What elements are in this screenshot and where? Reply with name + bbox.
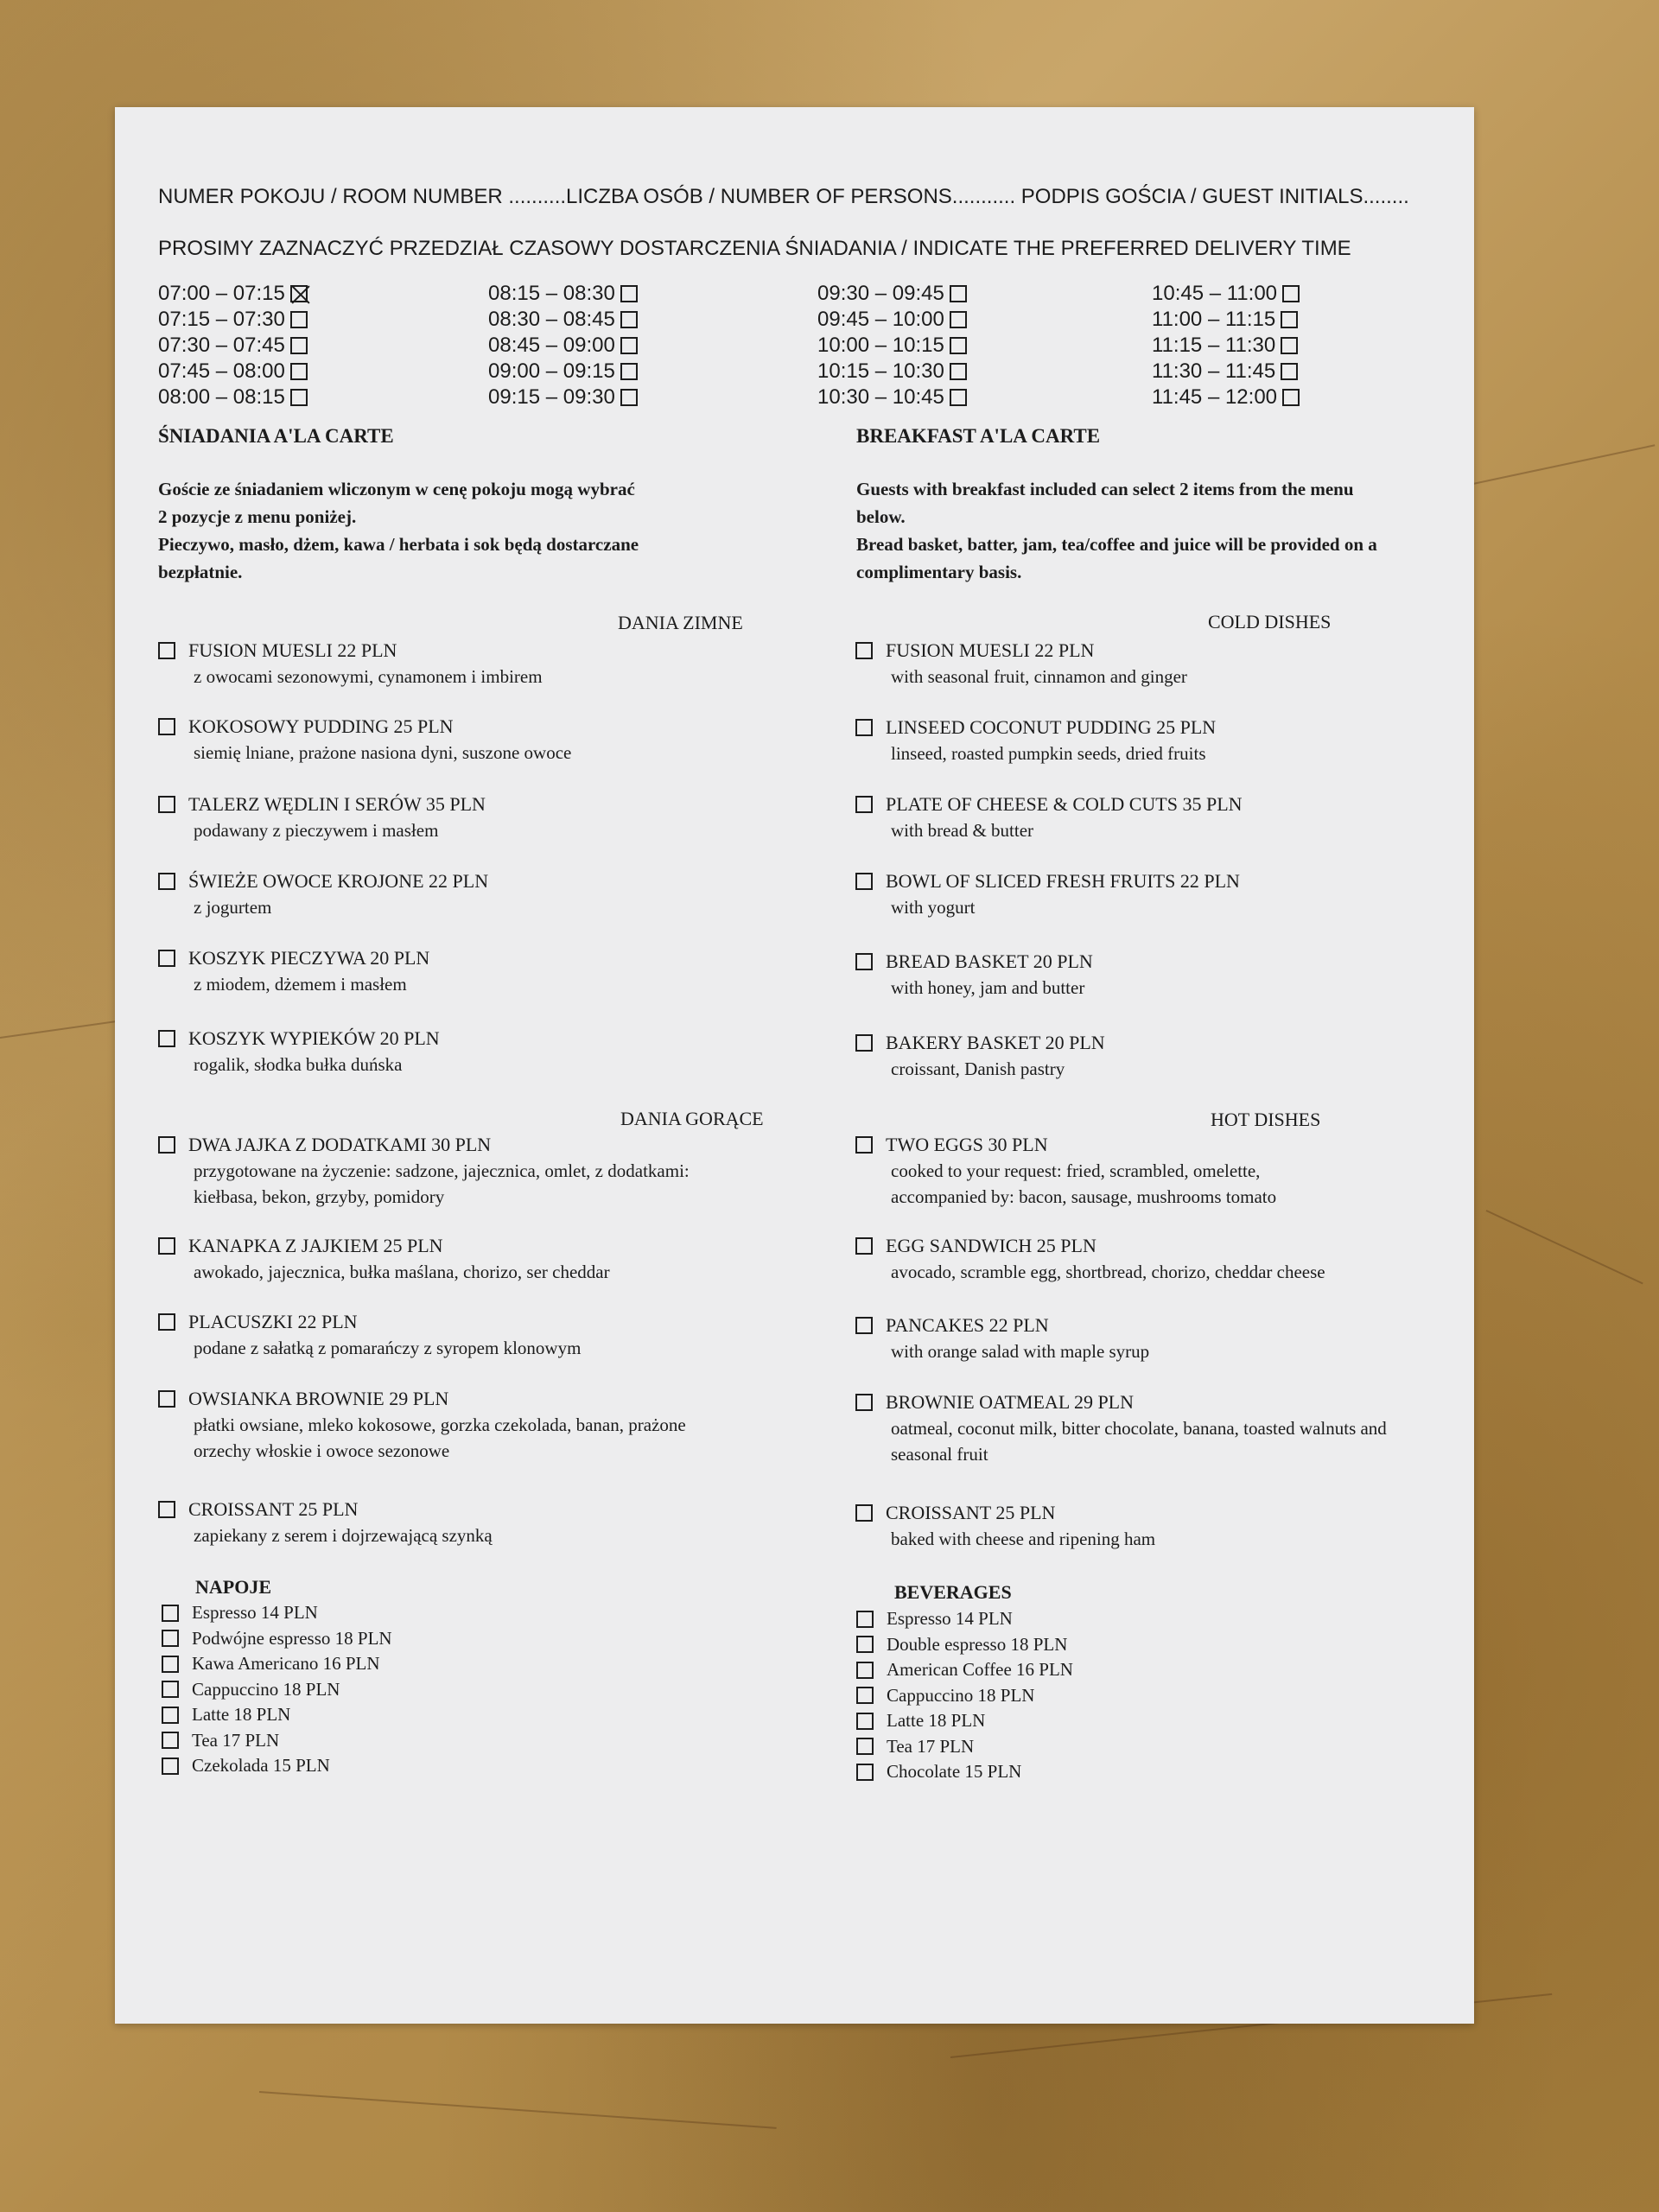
checkbox[interactable] — [855, 642, 873, 659]
menu-item-name: KANAPKA Z JAJKIEM 25 PLN — [188, 1235, 443, 1256]
menu-item-description: accompanied by: bacon, sausage, mushrooms tomato — [891, 1186, 1277, 1207]
order-form-sheet — [115, 107, 1474, 2024]
menu-item-description: orzechy włoskie i owoce sezonowe — [194, 1440, 450, 1461]
checkbox[interactable] — [856, 1611, 874, 1628]
menu-item-description: baked with cheese and ripening ham — [891, 1529, 1156, 1549]
checkbox[interactable] — [855, 796, 873, 813]
menu-item-description: with seasonal fruit, cinnamon and ginger — [891, 666, 1187, 687]
checkbox[interactable] — [856, 1713, 874, 1730]
intro-line: below. — [856, 506, 906, 527]
checkbox[interactable] — [856, 1764, 874, 1781]
checkbox[interactable] — [290, 311, 308, 328]
checkbox[interactable] — [162, 1656, 179, 1673]
marble-vein — [259, 2091, 777, 2129]
time-slot-label: 09:45 – 10:00 — [817, 308, 944, 331]
beverage-label: Latte 18 PLN — [192, 1704, 291, 1725]
time-slot-label: 08:30 – 08:45 — [488, 308, 615, 331]
checkbox[interactable] — [950, 389, 967, 406]
menu-item-description: przygotowane na życzenie: sadzone, jajecznica, omlet, z dodatkami: — [194, 1160, 690, 1181]
menu-item — [158, 638, 543, 690]
time-slot-option[interactable] — [158, 359, 308, 384]
checkbox[interactable] — [158, 1501, 175, 1518]
checkbox[interactable] — [855, 953, 873, 970]
menu-item-description: podane z sałatką z pomarańczy z syropem klonowym — [194, 1338, 582, 1358]
menu-item-description: z miodem, dżemem i masłem — [194, 974, 407, 995]
intro-line: complimentary basis. — [856, 562, 1022, 582]
checkbox[interactable] — [158, 642, 175, 659]
polish-cold-heading: DANIA ZIMNE — [618, 612, 743, 633]
time-slot-option[interactable] — [488, 385, 638, 410]
checkbox[interactable] — [162, 1758, 179, 1775]
menu-item-name: ŚWIEŻE OWOCE KROJONE 22 PLN — [188, 870, 489, 892]
checkbox[interactable] — [950, 285, 967, 302]
menu-item — [158, 1233, 610, 1285]
checkbox[interactable] — [855, 873, 873, 890]
beverage-item — [162, 1702, 290, 1727]
beverage-label: Cappuccino 18 PLN — [192, 1678, 340, 1700]
time-slot-label: 07:00 – 07:15 — [158, 282, 285, 305]
menu-item-name: KOKOSOWY PUDDING 25 PLN — [188, 715, 454, 737]
menu-item — [855, 1030, 1105, 1082]
checkbox[interactable] — [855, 1034, 873, 1052]
checkbox[interactable] — [158, 950, 175, 967]
menu-item-name: BROWNIE OATMEAL 29 PLN — [886, 1391, 1134, 1413]
checkbox[interactable] — [1281, 337, 1298, 354]
time-slot-label: 07:45 – 08:00 — [158, 359, 285, 383]
time-slot-option[interactable] — [488, 308, 638, 332]
intro-line: 2 pozycje z menu poniżej. — [158, 506, 357, 527]
beverage-label: Double espresso 18 PLN — [887, 1633, 1068, 1655]
time-slot-label: 11:30 – 11:45 — [1152, 359, 1276, 383]
time-slot-option[interactable] — [817, 334, 967, 358]
english-beverages-heading: BEVERAGES — [894, 1581, 1012, 1603]
menu-item — [855, 868, 1240, 920]
beverage-label: Espresso 14 PLN — [192, 1602, 318, 1623]
time-slot-option[interactable] — [817, 359, 967, 384]
menu-item-description: seasonal fruit — [891, 1444, 988, 1465]
menu-item-name: TALERZ WĘDLIN I SERÓW 35 PLN — [188, 793, 486, 815]
checkbox[interactable] — [290, 389, 308, 406]
time-slot-label: 10:30 – 10:45 — [817, 385, 944, 409]
time-slot-option[interactable] — [488, 282, 638, 306]
menu-item-description: with bread & butter — [891, 820, 1034, 841]
checkbox[interactable] — [855, 1504, 873, 1522]
checkbox[interactable] — [290, 363, 308, 380]
time-slot-label: 09:30 – 09:45 — [817, 282, 944, 305]
checkbox[interactable] — [158, 796, 175, 813]
menu-item — [855, 715, 1216, 766]
menu-item — [855, 1389, 1387, 1467]
menu-item-description: awokado, jajecznica, bułka maślana, chorizo, ser cheddar — [194, 1262, 610, 1282]
menu-item-description: kiełbasa, bekon, grzyby, pomidory — [194, 1186, 445, 1207]
time-slot-label: 11:45 – 12:00 — [1152, 385, 1278, 409]
menu-item — [855, 1233, 1325, 1285]
checkbox[interactable] — [158, 1390, 175, 1408]
menu-item — [158, 1497, 493, 1548]
intro-line: Pieczywo, masło, dżem, kawa / herbata i sok będą dostarczane — [158, 534, 639, 555]
menu-item-description: z jogurtem — [194, 897, 272, 918]
menu-item-description: podawany z pieczywem i masłem — [194, 820, 439, 841]
time-slot-label: 08:00 – 08:15 — [158, 385, 285, 409]
menu-item-description: with orange salad with maple syrup — [891, 1341, 1150, 1362]
english-hot-heading: HOT DISHES — [1211, 1109, 1321, 1130]
beverage-item — [162, 1600, 318, 1625]
menu-item-name: PLATE OF CHEESE & COLD CUTS 35 PLN — [886, 793, 1243, 815]
checkbox[interactable] — [158, 873, 175, 890]
english-cold-heading: COLD DISHES — [1208, 611, 1332, 632]
intro-line: bezpłatnie. — [158, 562, 243, 582]
marble-vein — [0, 1020, 120, 1039]
checkbox[interactable] — [162, 1630, 179, 1647]
checkbox[interactable] — [158, 718, 175, 735]
time-slot-option[interactable] — [158, 282, 308, 306]
menu-item — [158, 1309, 581, 1361]
time-slot-option[interactable] — [488, 359, 638, 384]
beverage-label: American Coffee 16 PLN — [887, 1659, 1073, 1680]
menu-item-name: TWO EGGS 30 PLN — [886, 1134, 1048, 1155]
checkbox[interactable] — [950, 363, 967, 380]
header-fields-line: NUMER POKOJU / ROOM NUMBER ..........LICZBA OSÓB / NUMBER OF PERSONS........... PODPIS GOŚCIA / GUEST INITIALS........ — [158, 185, 1409, 208]
checkbox[interactable] — [620, 311, 638, 328]
time-slot-option[interactable] — [1152, 282, 1300, 306]
checkbox[interactable] — [620, 285, 638, 302]
checkbox[interactable] — [158, 1030, 175, 1047]
time-slot-option[interactable] — [817, 308, 967, 332]
checkbox[interactable] — [855, 1136, 873, 1154]
menu-item-name: BAKERY BASKET 20 PLN — [886, 1032, 1105, 1053]
menu-item — [158, 791, 486, 843]
time-slot-label: 09:00 – 09:15 — [488, 359, 615, 383]
polish-menu-title: ŚNIADANIA A'LA CARTE — [158, 425, 394, 447]
checkbox[interactable] — [620, 363, 638, 380]
polish-intro — [158, 475, 754, 586]
checkbox[interactable] — [162, 1707, 179, 1724]
english-menu-title: BREAKFAST A'LA CARTE — [856, 425, 1101, 447]
menu-item — [855, 638, 1187, 690]
menu-item-name: CROISSANT 25 PLN — [188, 1498, 359, 1520]
time-slot-label: 11:00 – 11:15 — [1152, 308, 1276, 331]
checkbox[interactable] — [1282, 389, 1300, 406]
time-slot-option[interactable] — [1152, 385, 1300, 410]
checkbox[interactable] — [855, 1317, 873, 1334]
intro-line: Bread basket, batter, jam, tea/coffee and juice will be provided on a — [856, 534, 1377, 555]
menu-item-name: CROISSANT 25 PLN — [886, 1502, 1056, 1523]
checkbox[interactable] — [1281, 311, 1298, 328]
menu-item-description: zapiekany z serem i dojrzewającą szynką — [194, 1525, 493, 1546]
menu-item-name: LINSEED COCONUT PUDDING 25 PLN — [886, 716, 1217, 738]
checkbox[interactable] — [950, 311, 967, 328]
menu-item — [855, 791, 1243, 843]
menu-item — [158, 714, 571, 766]
menu-item-description: with yogurt — [891, 897, 976, 918]
beverage-item — [856, 1657, 1073, 1682]
menu-item-name: PLACUSZKI 22 PLN — [188, 1311, 358, 1332]
checkbox[interactable] — [1281, 363, 1298, 380]
menu-item-description: oatmeal, coconut milk, bitter chocolate, banana, toasted walnuts and — [891, 1418, 1387, 1439]
menu-item-name: OWSIANKA BROWNIE 29 PLN — [188, 1388, 449, 1409]
menu-item — [158, 1132, 690, 1210]
time-slot-option[interactable] — [1152, 308, 1298, 332]
time-slot-option[interactable] — [1152, 359, 1298, 384]
checkbox[interactable] — [290, 337, 308, 354]
time-slot-option[interactable] — [158, 308, 308, 332]
menu-item-name: KOSZYK PIECZYWA 20 PLN — [188, 947, 430, 969]
menu-item — [855, 1313, 1149, 1364]
polish-hot-heading: DANIA GORĄCE — [620, 1108, 764, 1129]
checkbox[interactable] — [855, 719, 873, 736]
time-slot-option[interactable] — [1152, 334, 1298, 358]
time-slot-label: 09:15 – 09:30 — [488, 385, 615, 409]
checkbox[interactable] — [856, 1738, 874, 1755]
english-intro — [856, 475, 1452, 586]
checkbox[interactable] — [1282, 285, 1300, 302]
menu-item — [158, 1386, 686, 1464]
time-slot-option[interactable] — [488, 334, 638, 358]
checkbox[interactable] — [158, 1136, 175, 1154]
menu-item-description: siemię lniane, prażone nasiona dyni, suszone owoce — [194, 742, 572, 763]
menu-item-description: płatki owsiane, mleko kokosowe, gorzka czekolada, banan, prażone — [194, 1414, 686, 1435]
menu-item-name: BOWL OF SLICED FRESH FRUITS 22 PLN — [886, 870, 1240, 892]
menu-item-description: with honey, jam and butter — [891, 977, 1085, 998]
beverage-item — [856, 1734, 974, 1759]
time-slot-label: 10:00 – 10:15 — [817, 334, 944, 357]
checkbox[interactable] — [855, 1394, 873, 1411]
checkbox[interactable] — [856, 1636, 874, 1653]
beverage-item — [162, 1626, 392, 1651]
time-slot-label: 11:15 – 11:30 — [1152, 334, 1276, 357]
menu-item-description: z owocami sezonowymi, cynamonem i imbirem — [194, 666, 543, 687]
time-slot-option[interactable] — [158, 385, 308, 410]
time-slot-option[interactable] — [817, 385, 967, 410]
checkbox[interactable] — [856, 1687, 874, 1704]
time-slot-label: 08:15 – 08:30 — [488, 282, 615, 305]
beverage-label: Latte 18 PLN — [887, 1710, 986, 1731]
beverage-item — [856, 1632, 1067, 1657]
menu-item-description: avocado, scramble egg, shortbread, chorizo, cheddar cheese — [891, 1262, 1325, 1282]
beverage-label: Espresso 14 PLN — [887, 1608, 1013, 1629]
marble-vein — [1469, 444, 1656, 486]
polish-beverages-heading: NAPOJE — [195, 1576, 271, 1598]
beverage-item — [162, 1651, 380, 1676]
checkbox[interactable] — [158, 1313, 175, 1331]
menu-item-description: cooked to your request: fried, scrambled, omelette, — [891, 1160, 1261, 1181]
menu-item — [855, 1500, 1155, 1552]
time-slot-label: 07:15 – 07:30 — [158, 308, 285, 331]
intro-line: Goście ze śniadaniem wliczonym w cenę pokoju mogą wybrać — [158, 479, 635, 499]
beverage-label: Tea 17 PLN — [192, 1729, 280, 1751]
menu-item-description: linseed, roasted pumpkin seeds, dried fruits — [891, 743, 1206, 764]
menu-item-description: croissant, Danish pastry — [891, 1058, 1065, 1079]
checkbox[interactable] — [620, 337, 638, 354]
beverage-item — [162, 1753, 330, 1778]
beverage-item — [162, 1677, 340, 1702]
menu-item — [158, 1026, 440, 1077]
checkbox[interactable] — [158, 1237, 175, 1255]
time-slot-label: 08:45 – 09:00 — [488, 334, 615, 357]
beverage-item — [162, 1728, 279, 1753]
menu-item-name: DWA JAJKA Z DODATKAMI 30 PLN — [188, 1134, 492, 1155]
checkbox[interactable] — [620, 389, 638, 406]
beverage-label: Kawa Americano 16 PLN — [192, 1653, 380, 1674]
checkbox[interactable] — [162, 1605, 179, 1622]
intro-line: Guests with breakfast included can select 2 items from the menu — [856, 479, 1354, 499]
beverage-item — [856, 1759, 1021, 1784]
time-slot-label: 10:15 – 10:30 — [817, 359, 944, 383]
delivery-time-instruction: PROSIMY ZAZNACZYĆ PRZEDZIAŁ CZASOWY DOSTARCZENIA ŚNIADANIA / INDICATE THE PREFERRED DELIVERY TIME — [158, 237, 1351, 260]
checkbox[interactable] — [290, 285, 308, 302]
menu-item-name: EGG SANDWICH 25 PLN — [886, 1235, 1096, 1256]
menu-item — [158, 868, 488, 920]
menu-item — [158, 945, 429, 997]
menu-item-name: BREAD BASKET 20 PLN — [886, 950, 1093, 972]
checkbox[interactable] — [162, 1732, 179, 1749]
beverage-label: Podwójne espresso 18 PLN — [192, 1627, 392, 1649]
beverage-item — [856, 1683, 1034, 1708]
menu-item — [855, 949, 1093, 1001]
checkbox[interactable] — [950, 337, 967, 354]
menu-item-name: PANCAKES 22 PLN — [886, 1314, 1049, 1336]
beverage-label: Chocolate 15 PLN — [887, 1761, 1022, 1782]
checkbox[interactable] — [856, 1662, 874, 1679]
menu-item-name: FUSION MUESLI 22 PLN — [886, 639, 1095, 661]
checkbox[interactable] — [162, 1681, 179, 1698]
time-slot-option[interactable] — [817, 282, 967, 306]
time-slot-label: 10:45 – 11:00 — [1152, 282, 1278, 305]
beverage-item — [856, 1606, 1013, 1631]
marble-vein — [1486, 1210, 1643, 1284]
checkbox[interactable] — [855, 1237, 873, 1255]
beverage-label: Tea 17 PLN — [887, 1735, 975, 1757]
menu-item-name: KOSZYK WYPIEKÓW 20 PLN — [188, 1027, 440, 1049]
time-slot-option[interactable] — [158, 334, 308, 358]
menu-item-name: FUSION MUESLI 22 PLN — [188, 639, 397, 661]
beverage-item — [856, 1708, 985, 1733]
menu-item-description: rogalik, słodka bułka duńska — [194, 1054, 403, 1075]
beverage-label: Czekolada 15 PLN — [192, 1755, 330, 1776]
menu-item — [855, 1132, 1276, 1210]
time-slot-label: 07:30 – 07:45 — [158, 334, 285, 357]
beverage-label: Cappuccino 18 PLN — [887, 1684, 1035, 1706]
